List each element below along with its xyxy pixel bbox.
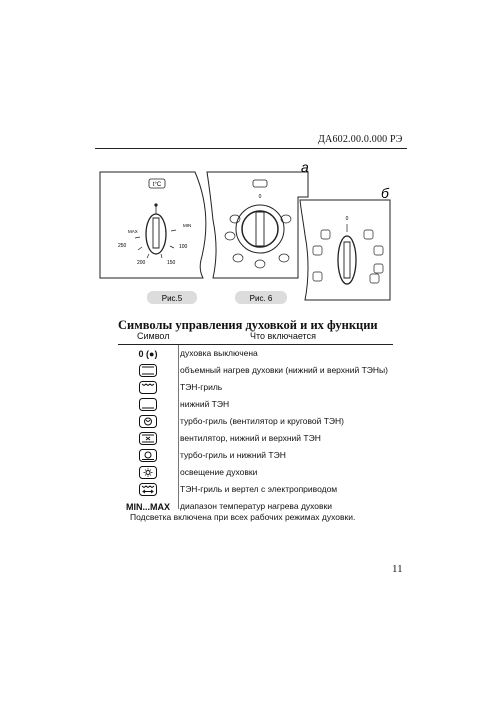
table-row [118, 362, 393, 379]
column-header-function: Что включается [250, 331, 316, 341]
row-description: турбо-гриль и нижний ТЭН [180, 450, 286, 460]
fig6a-panel [207, 160, 309, 278]
off-symbol: 0 (●) [138, 348, 158, 359]
row-description: турбо-гриль (вентилятор и круговой ТЭН) [180, 416, 344, 426]
fig6-letter-a: а [301, 160, 309, 175]
table-row [118, 379, 393, 396]
grill-icon [139, 381, 157, 394]
oven-light-icon [139, 466, 157, 479]
fig6-letter-b: б [381, 185, 389, 201]
fig5-250-label: 250 [118, 243, 127, 249]
header-rule [95, 148, 407, 149]
fig5-panel [100, 172, 206, 278]
row-description: объемный нагрев духовки (нижний и верхний ТЭНы) [180, 365, 388, 375]
row-description: освещение духовки [180, 467, 258, 477]
table-row [118, 430, 393, 447]
grill-spit-icon [139, 483, 157, 496]
table-row [118, 396, 393, 413]
table-row [118, 481, 393, 498]
fig5-min-label: MIN [183, 223, 192, 228]
document-code: ДА602.00.0.000 РЭ [318, 134, 403, 145]
table-row [118, 447, 393, 464]
page-number: 11 [392, 563, 403, 575]
fig5-symbol: t°C [152, 182, 162, 188]
fig5-max-label: MAX [128, 229, 138, 234]
fig6a-zero-label: 0 [258, 194, 262, 200]
control-panel-illustration [95, 160, 407, 315]
temp-range-symbol: MIN...MAX [126, 501, 170, 512]
symbols-table [118, 345, 393, 515]
turbo-bottom-icon [139, 449, 157, 462]
row-description: нижний ТЭН [180, 399, 230, 409]
column-header-symbol: Символ [137, 331, 170, 341]
row-description: духовка выключена [180, 348, 258, 358]
fig6-caption: Рис. 6 [249, 294, 273, 303]
fig5-caption: Рис.5 [161, 294, 183, 303]
section-title: Символы управления духовкой и их функции [118, 318, 378, 332]
fan-top-bottom-icon [139, 432, 157, 445]
fig5-100-label: 100 [179, 244, 188, 250]
fig5-150-label: 150 [167, 260, 176, 266]
table-row [118, 464, 393, 481]
table-row [118, 345, 393, 362]
fig6b-panel [300, 185, 390, 300]
top-bottom-heat-icon [139, 364, 157, 377]
figures-area [95, 160, 407, 315]
fig5-200-label: 200 [137, 260, 146, 266]
row-description: ТЭН-гриль [180, 382, 223, 392]
row-description: ТЭН-гриль и вертел с электроприводом [180, 484, 338, 494]
row-description: диапазон температур нагрева духовки [180, 501, 333, 511]
bottom-heat-icon [139, 398, 157, 411]
backlight-note: Подсветка включена при всех рабочих режимах духовки. [130, 512, 356, 522]
turbo-grill-icon [139, 415, 157, 428]
table-row [118, 413, 393, 430]
fig6b-zero-label: 0 [345, 216, 349, 222]
row-description: вентилятор, нижний и верхний ТЭН [180, 433, 321, 443]
